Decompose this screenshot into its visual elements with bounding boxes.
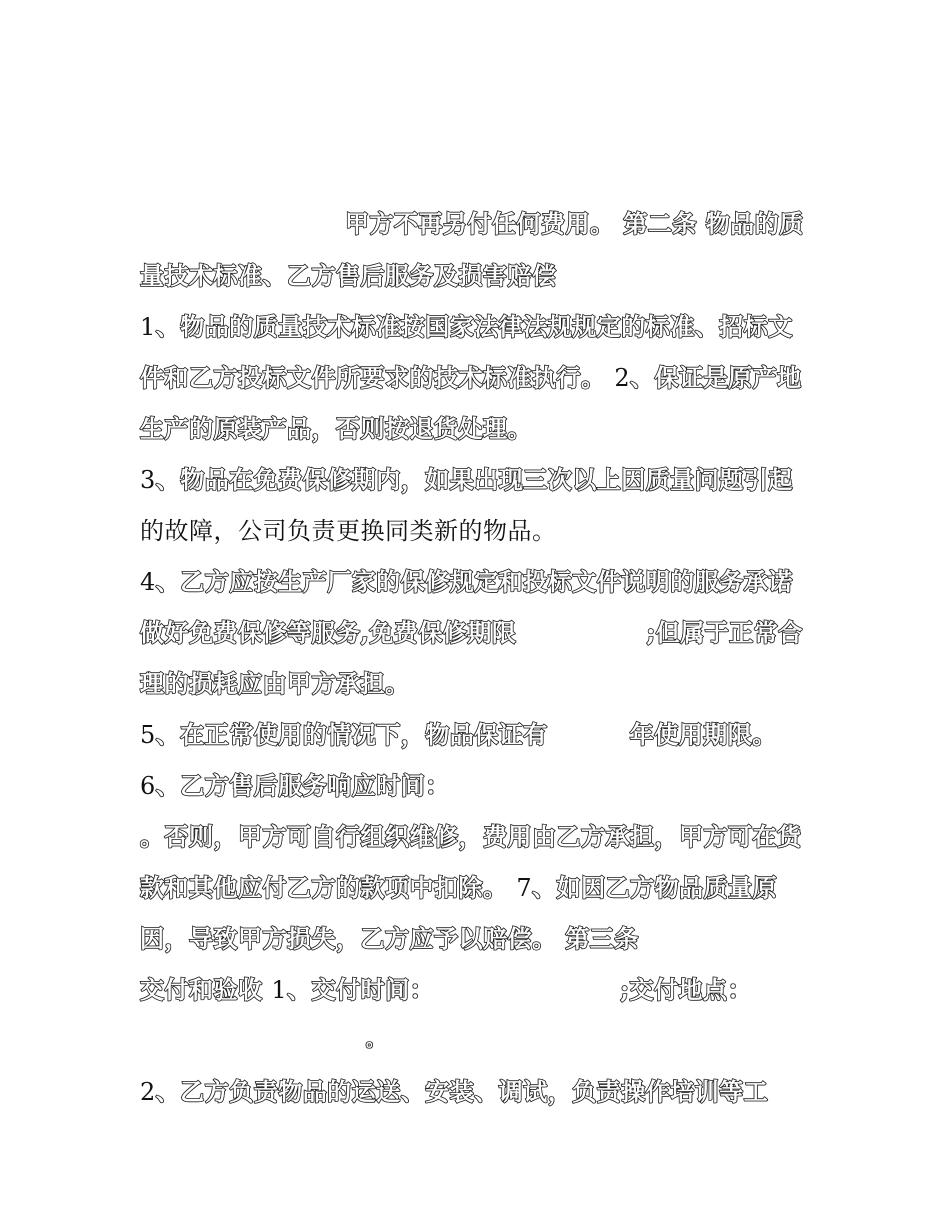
text-line-14 bbox=[140, 871, 777, 905]
line-5-text: 生产的原装产品，否则按退货处理。 bbox=[140, 414, 532, 443]
line-2-text: 量技术标准、乙方售后服务及损害赔偿 bbox=[140, 261, 557, 290]
clause-number: 7 bbox=[516, 874, 533, 902]
line-16-text-c: ;交付地点： bbox=[620, 975, 752, 1004]
line-1-text: 甲方不再另付任何费用。 第二条 物品的质 bbox=[345, 209, 804, 238]
line-14-text-b: 、如因乙方物品质量原 bbox=[532, 873, 778, 902]
line-13-text: 。否则，甲方可自行组织维修，费用由乙方承担，甲方可在货 bbox=[140, 822, 802, 851]
line-11-text-a: 、在正常使用的情况下，物品保证有 bbox=[155, 720, 548, 749]
line-4-text-b: 、保证是原产地 bbox=[630, 363, 802, 392]
clause-number: 6 bbox=[140, 772, 156, 800]
line-3-text: 、物品的质量技术标准按国家法律法规规定的标准、招标文 bbox=[155, 312, 793, 341]
clause-number: 2 bbox=[614, 364, 631, 392]
line-7-text: 的故障，公司负责更换同类新的物品。 bbox=[140, 517, 557, 545]
text-line-17 bbox=[366, 1024, 385, 1058]
line-17-text: 。 bbox=[366, 1030, 385, 1051]
line-16-text-a: 交付和验收 bbox=[140, 975, 272, 1004]
text-line-7 bbox=[140, 514, 557, 548]
text-line-11 bbox=[140, 718, 777, 752]
line-4-text-a: 件和乙方投标文件所要求的技术标准执行。 bbox=[140, 363, 615, 392]
line-15-text: 因，导致甲方损失，乙方应予以赔偿。 第三条 bbox=[140, 924, 639, 953]
clause-number: 4 bbox=[140, 568, 156, 596]
text-line-8 bbox=[140, 565, 793, 599]
text-line-12 bbox=[140, 769, 450, 803]
text-line-3 bbox=[140, 310, 793, 344]
text-line-13 bbox=[140, 820, 802, 854]
line-10-text: 理的损耗应由甲方承担。 bbox=[140, 669, 410, 698]
text-line-16 bbox=[140, 973, 752, 1007]
line-8-text: 、乙方应按生产厂家的保修规定和投标文件说明的服务承诺 bbox=[155, 567, 793, 596]
line-14-text-a: 款和其他应付乙方的款项中扣除。 bbox=[140, 873, 517, 902]
clause-number: 1 bbox=[140, 313, 156, 341]
text-line-4 bbox=[140, 361, 802, 395]
line-6-text: 、物品在免费保修期内，如果出现三次以上因质量问题引起 bbox=[155, 465, 793, 494]
text-line-5 bbox=[140, 412, 532, 446]
clause-number: 1 bbox=[271, 976, 288, 1004]
line-11-text-b: 年使用期限。 bbox=[629, 720, 777, 749]
text-line-9 bbox=[140, 616, 803, 650]
text-line-15 bbox=[140, 922, 639, 956]
line-18-text: 、乙方负责物品的运送、安装、调试，负责操作培训等工 bbox=[155, 1077, 769, 1106]
line-9-text-a: 做好免费保修等服务,免费保修期限 bbox=[140, 618, 517, 647]
line-9-text-b: ;但属于正常合 bbox=[646, 618, 803, 647]
text-line-18 bbox=[140, 1075, 768, 1109]
line-12-text: 、乙方售后服务响应时间： bbox=[155, 771, 450, 800]
text-line-10 bbox=[140, 667, 410, 701]
line-16-text-b: 、交付时间： bbox=[287, 975, 435, 1004]
clause-number: 3 bbox=[140, 466, 156, 494]
text-line-2 bbox=[140, 259, 557, 293]
clause-number: 2 bbox=[140, 1078, 156, 1106]
clause-number: 5 bbox=[140, 721, 156, 749]
text-line-6 bbox=[140, 463, 793, 497]
text-line-1 bbox=[345, 207, 804, 241]
